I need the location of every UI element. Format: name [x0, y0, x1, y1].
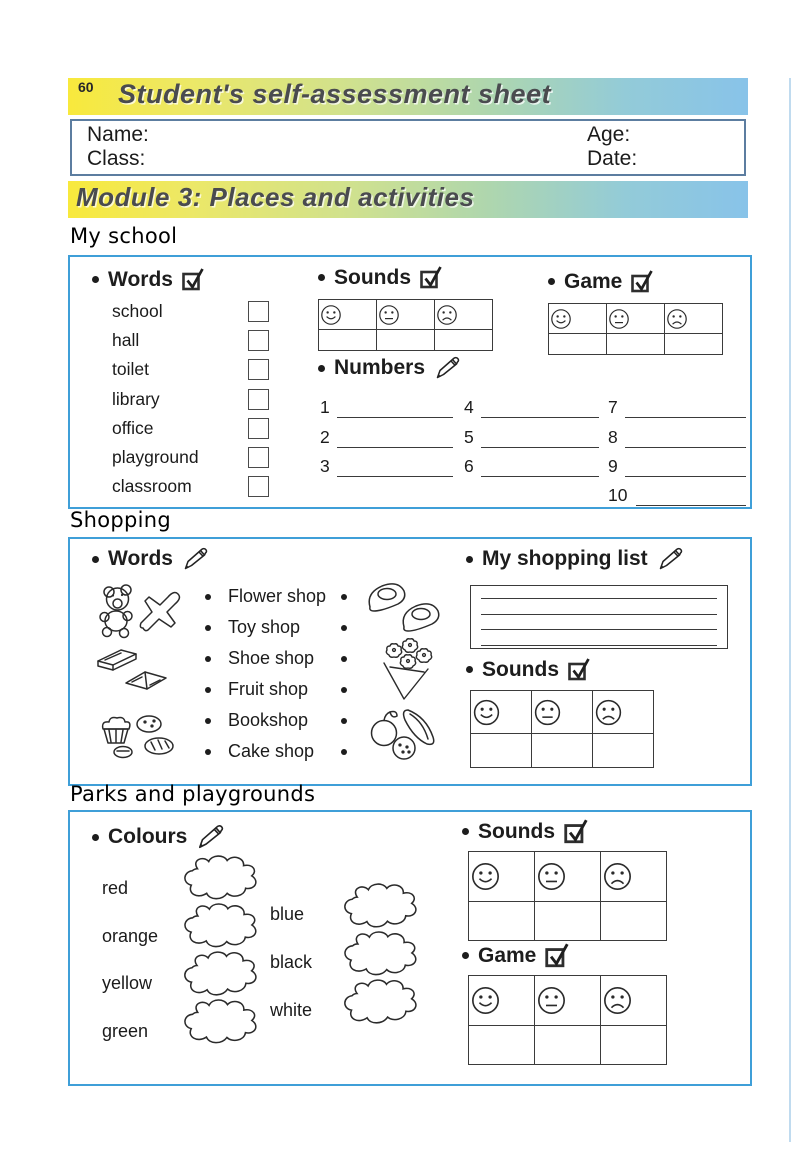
toys-drawing-icon [96, 579, 192, 641]
rating-cell[interactable] [593, 734, 654, 768]
rating-cell[interactable] [435, 330, 493, 351]
bullet-icon [462, 828, 469, 835]
word-checkbox[interactable] [248, 418, 269, 439]
shopping-list-line[interactable] [481, 629, 717, 630]
shop-row: Cake shop [205, 736, 357, 767]
colour-label-orange: orange [102, 926, 159, 946]
shop-row: Flower shop [205, 581, 357, 612]
number-blank-line[interactable] [636, 484, 746, 506]
bullet-icon [92, 556, 99, 563]
shoes-drawing-icon [362, 575, 448, 635]
sad-face-icon [435, 303, 459, 327]
word-checkbox[interactable] [248, 301, 269, 322]
title-banner [68, 78, 748, 115]
happy-face-icon [469, 984, 502, 1017]
books-drawing-icon [92, 641, 188, 696]
rating-cell[interactable] [377, 330, 435, 351]
colour-cloud[interactable] [337, 929, 423, 984]
page-title: Student's self-assessment sheet [118, 79, 552, 109]
rating-cell[interactable] [469, 902, 535, 941]
colour-label-red: red [102, 878, 129, 898]
rating-cell[interactable] [549, 334, 607, 355]
word-checkbox[interactable] [248, 330, 269, 351]
number-row: 5 [464, 418, 599, 447]
word-checkbox[interactable] [248, 476, 269, 497]
flowers-drawing-icon [366, 637, 452, 703]
words-heading: Words [92, 267, 204, 292]
neutral-face-icon [535, 984, 568, 1017]
colour-label-white: white [270, 1000, 313, 1020]
rating-cell[interactable] [535, 1026, 601, 1065]
rating-cell[interactable] [601, 902, 667, 941]
bullet-icon [548, 278, 555, 285]
bullet-icon [205, 594, 211, 600]
colour-label-blue: blue [270, 904, 305, 924]
pencil-icon [657, 547, 683, 571]
module-banner [68, 181, 748, 218]
name-label: Name: [87, 123, 149, 146]
word-checkbox[interactable] [248, 389, 269, 410]
scan-edge-line [789, 78, 791, 1142]
word-row: hall [112, 326, 269, 355]
pencil-icon [182, 547, 208, 571]
word-checkbox[interactable] [248, 447, 269, 468]
section-label-parks: Parks and playgrounds [70, 782, 316, 806]
shopping-box [68, 537, 752, 786]
rating-cell[interactable] [601, 1026, 667, 1065]
happy-face-icon [319, 303, 343, 327]
module-title: Module 3: Places and activities [76, 182, 475, 212]
number-blank-line[interactable] [337, 426, 453, 448]
rating-cell[interactable] [535, 902, 601, 941]
word-row: school [112, 297, 269, 326]
bullet-icon [205, 687, 211, 693]
numbers-heading: Numbers [318, 356, 460, 380]
my-school-box [68, 255, 752, 509]
shop-row: Shoe shop [205, 643, 357, 674]
sounds-heading: Sounds [318, 265, 442, 290]
checked-checkbox-icon [568, 657, 590, 682]
colour-cloud[interactable] [178, 854, 262, 906]
number-row: 1 [320, 389, 453, 418]
rating-cell[interactable] [319, 330, 377, 351]
colour-cloud[interactable] [177, 949, 263, 1004]
bullet-icon [205, 625, 211, 631]
colour-label-yellow: yellow [102, 973, 153, 993]
number-blank-line[interactable] [337, 396, 453, 418]
shopping-list-heading: My shopping list [466, 547, 683, 571]
sounds-heading: Sounds [462, 818, 588, 845]
pencil-icon [196, 824, 224, 850]
word-checkbox[interactable] [248, 359, 269, 380]
number-blank-line[interactable] [625, 426, 746, 448]
bullet-icon [466, 556, 473, 563]
checked-checkbox-icon [545, 942, 569, 969]
word-row: office [112, 414, 269, 443]
sad-face-icon [665, 307, 689, 331]
colour-label-green: green [102, 1021, 149, 1041]
game-heading: Game [462, 942, 569, 969]
sounds-rating-table [318, 299, 493, 351]
number-row: 7 [608, 389, 746, 418]
bullet-icon [462, 952, 469, 959]
word-row: library [112, 385, 269, 414]
bullet-icon [341, 656, 347, 662]
bullet-icon [92, 276, 99, 283]
colour-cloud[interactable] [178, 997, 263, 1050]
number-row: 10 [608, 477, 746, 506]
shop-list [205, 581, 357, 767]
rating-cell[interactable] [471, 734, 532, 768]
game-rating-table [468, 975, 667, 1065]
checked-checkbox-icon [631, 269, 653, 294]
pencil-icon [434, 356, 460, 380]
numbers-column-1 [320, 389, 453, 477]
shopping-list-line[interactable] [481, 598, 717, 599]
sounds-rating-table [468, 851, 667, 941]
sounds-heading: Sounds [466, 657, 590, 682]
numbers-column-2 [464, 389, 599, 477]
happy-face-icon [549, 307, 573, 331]
bullet-icon [205, 718, 211, 724]
happy-face-icon [469, 860, 502, 893]
number-row: 4 [464, 389, 599, 418]
checked-checkbox-icon [564, 818, 588, 845]
shop-row: Bookshop [205, 705, 357, 736]
shop-row: Toy shop [205, 612, 357, 643]
number-blank-line[interactable] [625, 455, 746, 477]
number-row: 6 [464, 448, 599, 477]
number-row: 3 [320, 448, 453, 477]
bullet-icon [341, 625, 347, 631]
shopping-list-box [470, 585, 728, 649]
rating-cell[interactable] [665, 334, 723, 355]
section-label-my-school: My school [70, 224, 178, 248]
checked-checkbox-icon [182, 267, 204, 292]
fruit-drawing-icon [364, 701, 454, 763]
shopping-list-line[interactable] [481, 645, 717, 646]
bullet-icon [92, 834, 99, 841]
sad-face-icon [601, 984, 634, 1017]
neutral-face-icon [607, 307, 631, 331]
date-label: Date: [587, 147, 638, 170]
checked-checkbox-icon [420, 265, 442, 290]
neutral-face-icon [535, 860, 568, 893]
number-blank-line[interactable] [625, 396, 746, 418]
colour-cloud[interactable] [338, 881, 423, 934]
happy-face-icon [471, 697, 502, 728]
student-info-box [70, 119, 746, 176]
age-label: Age: [587, 123, 631, 146]
bullet-icon [318, 365, 325, 372]
parks-box [68, 810, 752, 1086]
number-blank-line[interactable] [337, 455, 453, 477]
sounds-rating-table [470, 690, 654, 768]
numbers-column-3 [608, 389, 746, 506]
sad-face-icon [593, 697, 624, 728]
number-blank-line[interactable] [481, 396, 599, 418]
bullet-icon [205, 656, 211, 662]
shopping-list-line[interactable] [481, 614, 717, 615]
number-blank-line[interactable] [481, 455, 599, 477]
shop-row: Fruit shop [205, 674, 357, 705]
word-row: toilet [112, 355, 269, 384]
bullet-icon [466, 666, 473, 673]
bullet-icon [341, 594, 347, 600]
words-heading: Words [92, 547, 208, 571]
colour-cloud[interactable] [337, 977, 423, 1032]
rating-cell[interactable] [607, 334, 665, 355]
game-heading: Game [548, 269, 653, 294]
rating-cell[interactable] [532, 734, 593, 768]
neutral-face-icon [377, 303, 401, 327]
bullet-icon [318, 274, 325, 281]
page-number: 60 [78, 79, 94, 95]
class-label: Class: [87, 147, 146, 170]
words-checklist [112, 297, 269, 501]
neutral-face-icon [532, 697, 563, 728]
number-row: 2 [320, 418, 453, 447]
word-row: playground [112, 443, 269, 472]
game-rating-table [548, 303, 723, 355]
number-row: 8 [608, 418, 746, 447]
number-blank-line[interactable] [481, 426, 599, 448]
word-row: classroom [112, 472, 269, 501]
rating-cell[interactable] [469, 1026, 535, 1065]
number-row: 9 [608, 448, 746, 477]
bullet-icon [341, 687, 347, 693]
bullet-icon [341, 718, 347, 724]
colours-heading: Colours [92, 824, 224, 850]
bullet-icon [205, 749, 211, 755]
section-label-shopping: Shopping [70, 508, 172, 532]
bullet-icon [341, 749, 347, 755]
sad-face-icon [601, 860, 634, 893]
colour-label-black: black [270, 952, 313, 972]
colour-cloud[interactable] [177, 901, 263, 956]
bakery-drawing-icon [96, 699, 188, 759]
